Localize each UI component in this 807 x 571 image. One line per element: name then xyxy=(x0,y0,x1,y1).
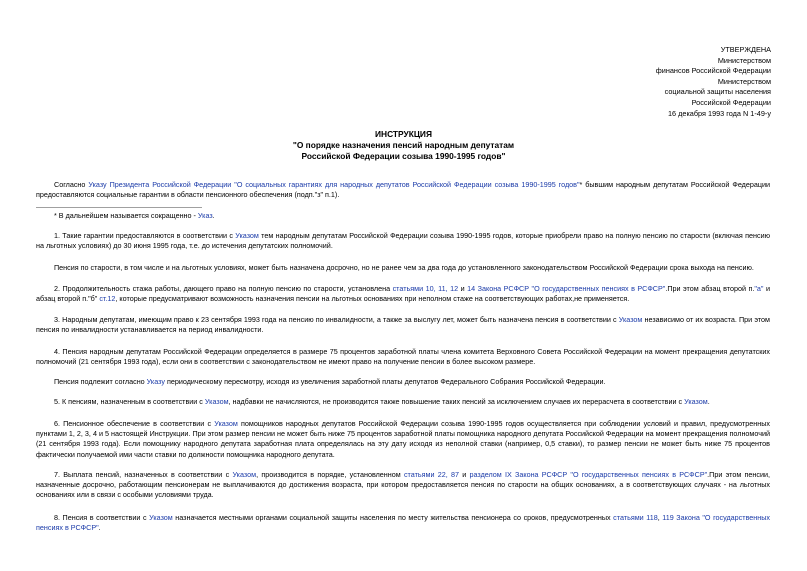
text: 8. Пенсия в соответствии с xyxy=(54,513,150,522)
text: 7. Выплата пенсий, назначенных в соответствии с xyxy=(54,470,233,479)
decree-link[interactable]: Указом xyxy=(214,419,238,428)
paragraph-1 xyxy=(36,231,770,251)
decree-link[interactable]: Указу Президента Российской Федерации "О социальных гарантиях для народных депутатов Российской Федерации созыва 1990-1995 годов" xyxy=(88,180,580,189)
text: . xyxy=(707,397,710,406)
title-line: "О порядке назначения пенсий народным депутатам xyxy=(292,139,515,150)
approval-line: Министерством xyxy=(717,76,771,86)
decree-link[interactable]: Указом xyxy=(232,470,257,479)
footnote-divider xyxy=(36,207,202,208)
text: независимо от их возраста. При этом пенсия по инвалидности устанавливается на период инвалидности. xyxy=(36,315,770,335)
text: назначается местными органами социальной защиты населения по месту жительства пенсионера со сроков, предусмотренных xyxy=(172,513,614,522)
text: 1. Такие гарантии предоставляются в соответствии с xyxy=(54,231,236,240)
paragraph-7 xyxy=(36,470,770,501)
text: Согласно xyxy=(54,180,89,189)
law-link[interactable]: 14 Закона РСФСР "О государственных пенсиях в РСФСР" xyxy=(467,284,666,293)
paragraph-2 xyxy=(36,284,770,304)
text: , которые предусматривают возможность назначения пенсии на льготных основаниях при неполном стаже на соответствующих работах,не применяется. xyxy=(115,294,630,304)
decree-link[interactable]: Указу xyxy=(146,377,165,386)
paragraph-5 xyxy=(36,397,770,407)
clause-a-link[interactable]: "а" xyxy=(754,284,764,293)
footnote xyxy=(36,211,770,221)
text: 6. Пенсионное обеспечение в соответствии с xyxy=(54,419,215,428)
text: периодическому пересмотру, исходя из увеличения заработной платы депутатов Федерального Собрания Российской Федерации. xyxy=(164,377,606,386)
title-line: Российской Федерации созыва 1990-1995 годов" xyxy=(301,150,506,161)
text: * В дальнейшем называется сокращенно - xyxy=(54,211,198,220)
text: и абзац второй п."б" xyxy=(36,284,770,304)
law-section-link[interactable]: разделом IX Закона РСФСР "О государственных пенсиях в РСФСР" xyxy=(469,470,708,479)
text: и xyxy=(458,470,470,479)
decree-link[interactable]: Указом xyxy=(684,397,708,406)
intro-paragraph xyxy=(36,180,770,200)
title-line: ИНСТРУКЦИЯ xyxy=(375,129,432,139)
document-title xyxy=(0,129,807,161)
text: 2. Продолжительность стажа работы, дающего право на полную пенсию по старости, установлена xyxy=(54,284,393,293)
paragraph-8 xyxy=(36,513,770,533)
approval-line: финансов Российской Федерации xyxy=(655,66,771,76)
decree-link[interactable]: Указ xyxy=(197,211,213,220)
text: и xyxy=(458,284,468,293)
text: помощников народных депутатов Российской Федерации созыва 1990-1995 годов осуществляется при соблюдении условий и правил, предусмотренных пунктами 1, 2, 3, 4 и 5 настоящей Инструкции. При этом размер пенсии не может быть ниже 75 процентов заработной платы помощника народного депутата Российской Федерации на момент прекращения полномочий (21 сентября 1993 года). Если помощнику народного депутата заработная плата определялась на эту дату исходя из неполной ставки (например, 0,5 ставки), то размер пенсии не может быть ниже 75 процентов фактически получаемой ими части ставки по должности помощника народного депутата. xyxy=(36,419,770,459)
approval-line: социальной защиты населения xyxy=(664,87,771,97)
approval-block xyxy=(656,45,771,119)
approval-line: Министерством xyxy=(717,55,771,65)
text: тем народным депутатам Российской Федерации созыва 1990-1995 годов, которые приобрели право на полную пенсию по старости (включая пенсию на льготных условиях) до 30 июня 1995 года, т.е. до истечения депутатских полномочий. xyxy=(36,231,770,251)
paragraph-6 xyxy=(36,419,770,460)
text: 4. Пенсия народным депутатам Российской Федерации определяется в размере 75 процентов заработной платы члена комитета Верховного Совета Российской Федерации на момент прекращения депутатских полномочий (21 сентября 1993 года), если они в соответствии с законодательством не имеют право на получение пенсии в более высоком размере. xyxy=(36,347,770,367)
decree-link[interactable]: Указом xyxy=(149,513,173,522)
text: , xyxy=(657,513,663,522)
article-118-link[interactable]: статьями 118 xyxy=(613,513,658,522)
text: * бывшим народным депутатам Российской Федерации предоставляются социальные гарантии в области пенсионного обеспечения (подп."з" п.1). xyxy=(36,180,771,200)
text: . xyxy=(212,211,215,220)
approval-line: 16 декабря 1993 года N 1-49-у xyxy=(668,108,771,118)
articles-link[interactable]: статьями 22, 87 xyxy=(403,470,459,479)
text: , надбавки не начисляются, не производится также повышение таких пенсий за исключением случаев их перерасчета в соответствии с xyxy=(228,397,685,406)
text: . xyxy=(98,523,101,533)
text: 3. Народным депутатам, имеющим право к 23 сентября 1993 года на пенсию по инвалидности, а также за выслугу лет, может быть назначена пенсия в соответствии с xyxy=(54,315,619,324)
paragraph-1b xyxy=(36,263,770,273)
text: .При этом абзац второй п. xyxy=(665,284,755,293)
approval-line: Российской Федерации xyxy=(691,97,771,107)
text: Пенсия по старости, в том числе и на льготных условиях, может быть назначена досрочно, но не ранее чем за два года до установленного законодательством Российской Федерации срока выхода на пенсию. xyxy=(54,263,754,272)
paragraph-4b xyxy=(36,377,770,387)
law-link[interactable]: 119 Закона "О государственных пенсиях в РСФСР" xyxy=(36,513,770,533)
text: , производится в порядке, установленном xyxy=(256,470,404,479)
decree-link[interactable]: Указом xyxy=(618,315,643,324)
text: Пенсия подлежит согласно xyxy=(54,377,147,386)
decree-link[interactable]: Указом xyxy=(204,397,229,406)
paragraph-3 xyxy=(36,315,770,335)
approval-line: УТВЕРЖДЕНА xyxy=(720,45,771,54)
paragraph-4 xyxy=(36,347,770,367)
article-12-link[interactable]: ст.12 xyxy=(99,294,116,304)
articles-link[interactable]: статьями 10, 11, 12 xyxy=(392,284,459,293)
text: 5. К пенсиям, назначенным в соответствии с xyxy=(54,397,205,406)
text: .При этом пенсии, назначенные досрочно, работающим пенсионерам не выплачиваются до достижения возраста, при котором предоставляется пенсия по старости на общих основаниях, а в соответствующих случаях - на льготных основаниях или в связи с особыми условиями труда. xyxy=(36,470,770,500)
decree-link[interactable]: Указом xyxy=(235,231,259,240)
